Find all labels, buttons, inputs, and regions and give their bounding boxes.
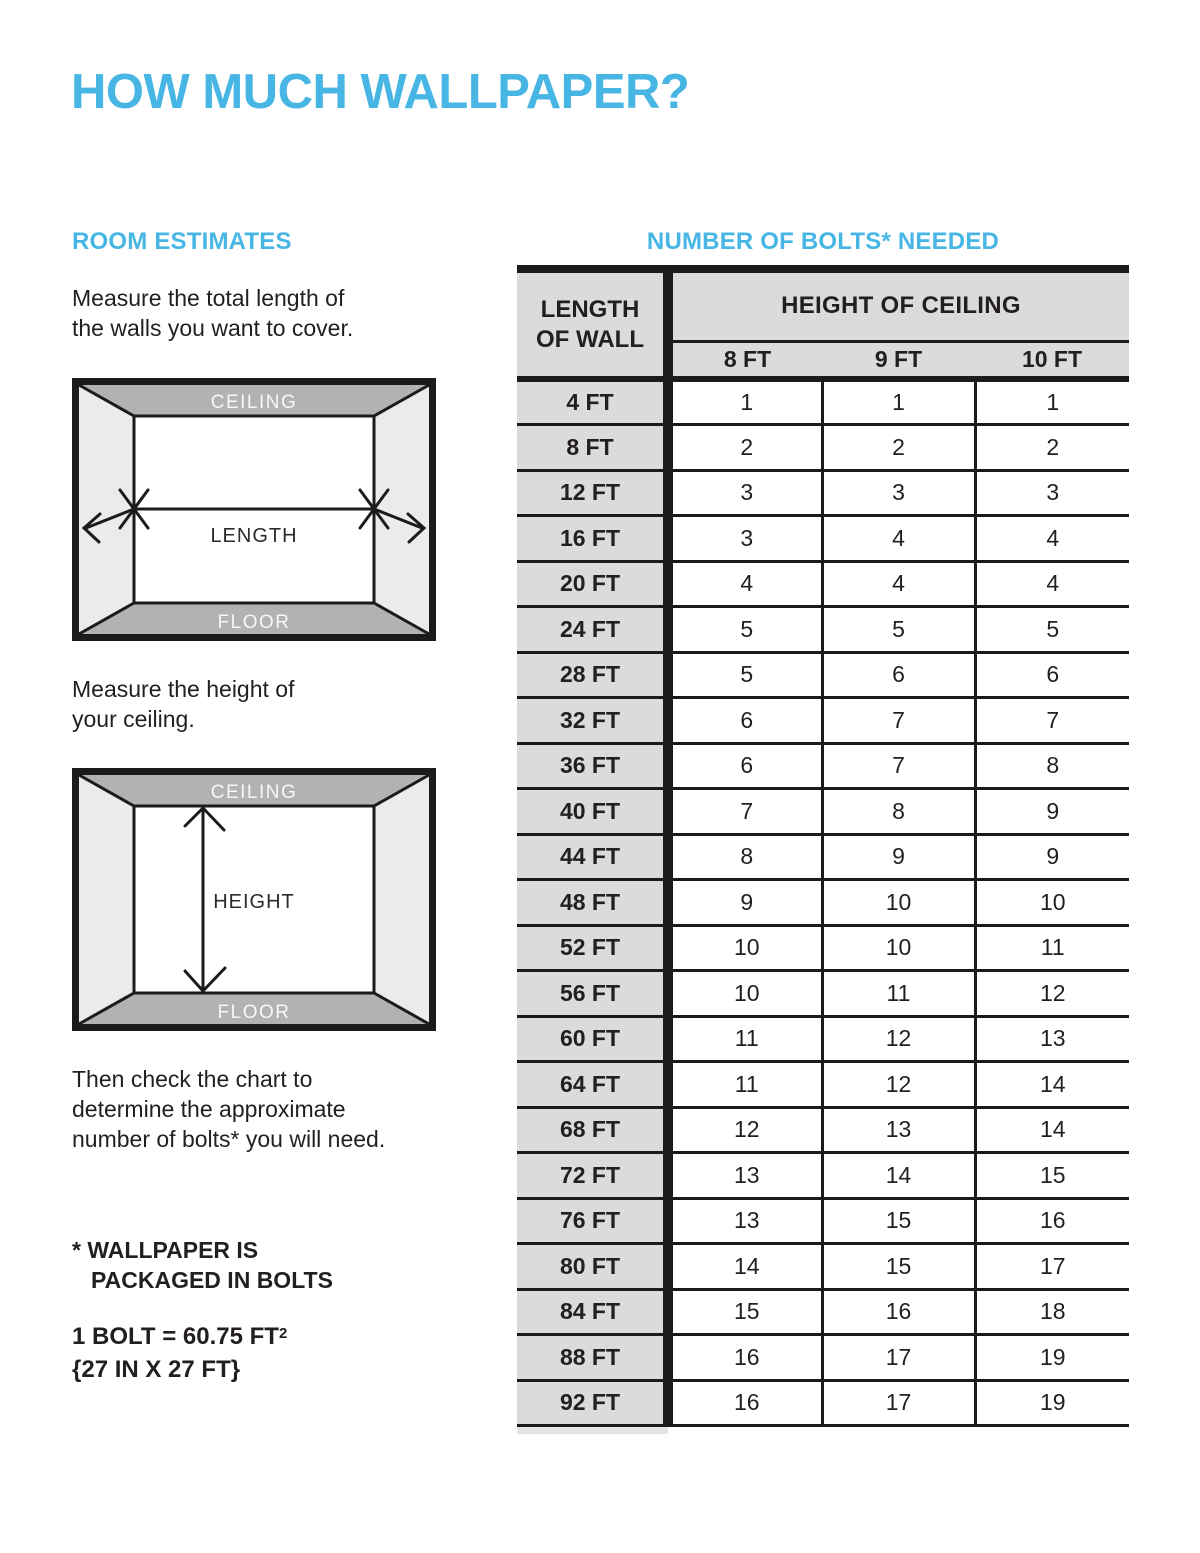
bolts-value-cell: 10 bbox=[668, 971, 822, 1017]
bolts-value-cell: 6 bbox=[975, 652, 1129, 698]
wall-length-cell: 20 FT bbox=[517, 561, 668, 607]
bolts-value-cell: 2 bbox=[975, 425, 1129, 471]
bolts-value-cell: 11 bbox=[668, 1016, 822, 1062]
bolts-value-cell: 1 bbox=[822, 379, 975, 425]
bolts-value-cell: 5 bbox=[668, 607, 822, 653]
bolts-value-cell: 11 bbox=[822, 971, 975, 1017]
bolts-value-cell: 13 bbox=[668, 1198, 822, 1244]
bolts-value-cell: 17 bbox=[822, 1335, 975, 1381]
bolts-value-cell: 6 bbox=[822, 652, 975, 698]
bolts-value-cell: 15 bbox=[668, 1289, 822, 1335]
bolts-value-cell: 13 bbox=[975, 1016, 1129, 1062]
bolts-value-cell: 12 bbox=[668, 1107, 822, 1153]
wall-length-cell: 64 FT bbox=[517, 1062, 668, 1108]
table-row bbox=[517, 1335, 1129, 1381]
table-row bbox=[517, 789, 1129, 835]
right-wall-shape bbox=[374, 385, 429, 634]
wall-length-cell: 76 FT bbox=[517, 1198, 668, 1244]
bolts-value-cell: 15 bbox=[822, 1244, 975, 1290]
bolts-value-cell: 15 bbox=[975, 1153, 1129, 1199]
wallpaper-footnote bbox=[72, 1235, 333, 1295]
table-row bbox=[517, 425, 1129, 471]
wall-length-cell: 16 FT bbox=[517, 516, 668, 562]
bolts-value-cell: 10 bbox=[668, 925, 822, 971]
bolts-value-cell: 7 bbox=[822, 743, 975, 789]
wall-length-cell: 12 FT bbox=[517, 470, 668, 516]
floor-label: FLOOR bbox=[217, 1002, 291, 1023]
bolts-value-cell: 10 bbox=[975, 880, 1129, 926]
squared-superscript: 2 bbox=[278, 1325, 288, 1342]
bolts-value-cell: 3 bbox=[975, 470, 1129, 516]
table-row bbox=[517, 1016, 1129, 1062]
height-label: HEIGHT bbox=[213, 891, 295, 913]
bolts-value-cell: 16 bbox=[668, 1380, 822, 1426]
bolts-value-cell: 18 bbox=[975, 1289, 1129, 1335]
table-row bbox=[517, 1198, 1129, 1244]
table-row bbox=[517, 925, 1129, 971]
table-row bbox=[517, 1153, 1129, 1199]
table-row bbox=[517, 971, 1129, 1017]
wall-length-cell: 44 FT bbox=[517, 834, 668, 880]
table-row bbox=[517, 561, 1129, 607]
col-header-10ft: 10 FT bbox=[975, 341, 1129, 379]
wall-length-cell: 36 FT bbox=[517, 743, 668, 789]
instruction-line: your ceiling. bbox=[72, 706, 195, 732]
instruction-line: Measure the height of bbox=[72, 676, 295, 702]
bolts-value-cell: 17 bbox=[975, 1244, 1129, 1290]
bolts-value-cell: 13 bbox=[668, 1153, 822, 1199]
bolts-value-cell: 16 bbox=[975, 1198, 1129, 1244]
bolts-value-cell: 16 bbox=[668, 1335, 822, 1381]
bolts-value-cell: 19 bbox=[975, 1335, 1129, 1381]
wall-length-cell: 24 FT bbox=[517, 607, 668, 653]
instruction-step-3 bbox=[72, 1064, 385, 1154]
length-label: LENGTH bbox=[210, 525, 298, 547]
footnote-line: PACKAGED IN BOLTS bbox=[91, 1267, 333, 1293]
wall-length-cell: 28 FT bbox=[517, 652, 668, 698]
bolts-value-cell: 14 bbox=[668, 1244, 822, 1290]
bolts-value-cell: 16 bbox=[822, 1289, 975, 1335]
table-row bbox=[517, 1244, 1129, 1290]
ceiling-label: CEILING bbox=[210, 392, 298, 413]
bolts-value-cell: 5 bbox=[822, 607, 975, 653]
instruction-line: the walls you want to cover. bbox=[72, 315, 354, 341]
bolts-value-cell: 14 bbox=[822, 1153, 975, 1199]
bolts-value-cell: 2 bbox=[822, 425, 975, 471]
bolts-needed-heading: NUMBER OF BOLTS* NEEDED bbox=[646, 228, 1000, 255]
bolts-value-cell: 3 bbox=[822, 470, 975, 516]
bolts-value-cell: 3 bbox=[668, 516, 822, 562]
instruction-step-1 bbox=[72, 283, 353, 343]
bolts-value-cell: 4 bbox=[975, 516, 1129, 562]
bolts-value-cell: 9 bbox=[975, 834, 1129, 880]
bolts-table bbox=[517, 265, 1129, 1427]
wall-length-cell: 68 FT bbox=[517, 1107, 668, 1153]
table-row bbox=[517, 607, 1129, 653]
wall-length-cell: 60 FT bbox=[517, 1016, 668, 1062]
wall-length-cell: 80 FT bbox=[517, 1244, 668, 1290]
bolts-table-body bbox=[517, 379, 1129, 1426]
wall-length-cell: 56 FT bbox=[517, 971, 668, 1017]
wall-length-cell: 88 FT bbox=[517, 1335, 668, 1381]
bolts-value-cell: 4 bbox=[668, 561, 822, 607]
bolts-value-cell: 8 bbox=[822, 789, 975, 835]
bolts-value-cell: 4 bbox=[975, 561, 1129, 607]
bolts-value-cell: 3 bbox=[668, 470, 822, 516]
table-row bbox=[517, 834, 1129, 880]
bolts-table-container bbox=[517, 265, 1129, 1434]
bolts-value-cell: 10 bbox=[822, 925, 975, 971]
wall-length-cell: 40 FT bbox=[517, 789, 668, 835]
bolts-value-cell: 14 bbox=[975, 1107, 1129, 1153]
bolts-value-cell: 12 bbox=[822, 1016, 975, 1062]
bolts-value-cell: 9 bbox=[668, 880, 822, 926]
table-row bbox=[517, 1380, 1129, 1426]
bolts-value-cell: 12 bbox=[822, 1062, 975, 1108]
bolts-value-cell: 1 bbox=[668, 379, 822, 425]
table-row bbox=[517, 698, 1129, 744]
bolts-value-cell: 6 bbox=[668, 698, 822, 744]
bolts-value-cell: 5 bbox=[975, 607, 1129, 653]
instruction-line: number of bolts* you will need. bbox=[72, 1126, 386, 1152]
instruction-line: determine the approximate bbox=[72, 1096, 346, 1122]
bolts-value-cell: 7 bbox=[822, 698, 975, 744]
table-footer-gray-strip bbox=[517, 1427, 668, 1434]
instruction-line: Then check the chart to bbox=[72, 1066, 313, 1092]
instruction-line: Measure the total length of bbox=[72, 285, 345, 311]
bolts-value-cell: 19 bbox=[975, 1380, 1129, 1426]
page-title: HOW MUCH WALLPAPER? bbox=[71, 65, 690, 119]
bolts-value-cell: 13 bbox=[822, 1107, 975, 1153]
wall-length-cell: 84 FT bbox=[517, 1289, 668, 1335]
table-row bbox=[517, 1107, 1129, 1153]
instruction-step-2 bbox=[72, 674, 294, 734]
bolts-value-cell: 17 bbox=[822, 1380, 975, 1426]
wall-length-cell: 32 FT bbox=[517, 698, 668, 744]
table-row bbox=[517, 652, 1129, 698]
floor-label: FLOOR bbox=[217, 612, 291, 633]
room-length-diagram bbox=[72, 378, 436, 641]
bolts-value-cell: 11 bbox=[668, 1062, 822, 1108]
bolts-value-cell: 2 bbox=[668, 425, 822, 471]
left-wall-shape bbox=[79, 775, 134, 1024]
wall-length-cell: 8 FT bbox=[517, 425, 668, 471]
bolts-value-cell: 11 bbox=[975, 925, 1129, 971]
bolts-value-cell: 12 bbox=[975, 971, 1129, 1017]
room-estimates-heading: ROOM ESTIMATES bbox=[72, 228, 292, 255]
bolt-size-info bbox=[72, 1317, 287, 1386]
bolt-dimensions: {27 IN X 27 FT} bbox=[72, 1356, 241, 1383]
bolts-value-cell: 8 bbox=[668, 834, 822, 880]
right-wall-shape bbox=[374, 775, 429, 1024]
bolt-formula: 1 BOLT = 60.75 $FT^2$ bbox=[72, 1323, 288, 1350]
table-row bbox=[517, 880, 1129, 926]
bolts-value-cell: 4 bbox=[822, 516, 975, 562]
col-header-8ft: 8 FT bbox=[668, 341, 822, 379]
bolts-value-cell: 6 bbox=[668, 743, 822, 789]
wall-length-cell: 92 FT bbox=[517, 1380, 668, 1426]
bolts-value-cell: 10 bbox=[822, 880, 975, 926]
table-row bbox=[517, 470, 1129, 516]
bolts-value-cell: 4 bbox=[822, 561, 975, 607]
table-row bbox=[517, 516, 1129, 562]
col-header-9ft: 9 FT bbox=[822, 341, 975, 379]
wall-length-cell: 72 FT bbox=[517, 1153, 668, 1199]
bolts-value-cell: 7 bbox=[975, 698, 1129, 744]
table-row bbox=[517, 379, 1129, 425]
bolts-value-cell: 14 bbox=[975, 1062, 1129, 1108]
bolts-value-cell: 8 bbox=[975, 743, 1129, 789]
wall-length-cell: 48 FT bbox=[517, 880, 668, 926]
bolts-value-cell: 9 bbox=[975, 789, 1129, 835]
table-row bbox=[517, 1289, 1129, 1335]
bolts-value-cell: 1 bbox=[975, 379, 1129, 425]
table-row bbox=[517, 743, 1129, 789]
room-height-diagram bbox=[72, 768, 436, 1031]
bolts-value-cell: 15 bbox=[822, 1198, 975, 1244]
bolts-value-cell: 5 bbox=[668, 652, 822, 698]
left-wall-shape bbox=[79, 385, 134, 634]
footnote-line: * WALLPAPER IS bbox=[72, 1237, 259, 1263]
ceiling-label: CEILING bbox=[210, 782, 298, 803]
height-of-ceiling-header: HEIGHT OF CEILING bbox=[668, 269, 1129, 341]
wall-length-cell: 52 FT bbox=[517, 925, 668, 971]
table-row bbox=[517, 1062, 1129, 1108]
length-of-wall-header: LENGTH OF WALL bbox=[517, 269, 668, 379]
bolts-value-cell: 9 bbox=[822, 834, 975, 880]
wall-length-cell: 4 FT bbox=[517, 379, 668, 425]
bolts-value-cell: 7 bbox=[668, 789, 822, 835]
